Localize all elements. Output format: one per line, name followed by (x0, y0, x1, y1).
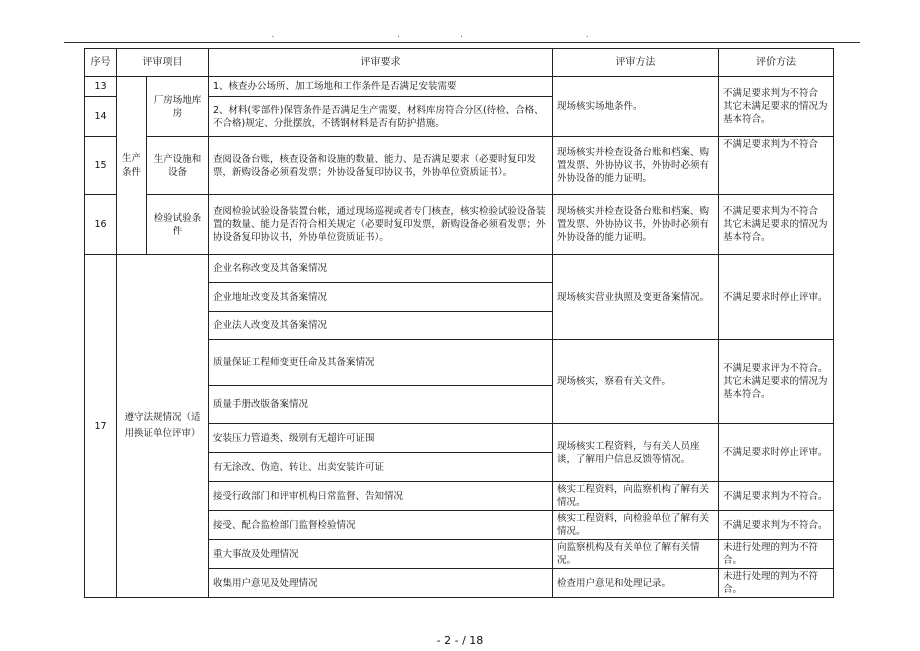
method-cell: 现场核实并检查设备台账和档案、购置发票、外协协议书，外协时必须有外协设备的能力证明。 (553, 137, 719, 195)
evaluation-cell: 不满足要求判为不符合 (719, 137, 834, 195)
requirement-cell: 2、材料(零部件)保管条件是否满足生产需要，材料库房符合分区(待检、合格、不合格)规定、分批摆放，不锈钢材料是否有防护措施。 (209, 97, 553, 137)
page-number: - 2 - / 18 (436, 634, 484, 647)
evaluation-cell: 不满足要求评为不符合。 其它未满足要求的情况为基本符合。 (719, 340, 834, 424)
evaluation-cell: 不满足要求判为不符合。 (719, 511, 834, 540)
requirement-cell: 1、核查办公场所、加工场地和工作条件是否满足安装需要 (209, 77, 553, 97)
row-seq: 14 (85, 97, 117, 137)
method-cell: 现场核实工程资料，与有关人员座谈，了解用户信息反馈等情况。 (553, 424, 719, 482)
method-cell: 现场核实并检查设备台账和档案、购置发票、外协协议书，外协时必须有外协设备的能力证明。 (553, 195, 719, 255)
table-row (85, 195, 834, 255)
requirement-cell: 接受行政部门和评审机构日常监督、告知情况 (209, 482, 553, 511)
table-row (85, 255, 834, 283)
evaluation-cell: 不满足要求时停止评审。 (719, 255, 834, 340)
category-production: 生产条件 (117, 77, 147, 255)
requirement-cell: 企业地址改变及其备案情况 (209, 283, 553, 312)
header-method: 评审方法 (553, 49, 719, 77)
evaluation-cell: 不满足要求判为不符合 其它未满足要求的情况为基本符合。 (719, 195, 834, 255)
header-rule (64, 42, 860, 43)
requirement-cell: 企业法人改变及其备案情况 (209, 312, 553, 340)
page-header-marks: . .. . (271, 30, 649, 40)
requirement-cell: 质量保证工程师变更任命及其备案情况 (209, 340, 553, 386)
sub-item: 检验试验条件 (147, 195, 209, 255)
row-seq: 13 (85, 77, 117, 97)
evaluation-cell: 未进行处理的判为不符合。 (719, 540, 834, 569)
method-cell: 现场核实场地条件。 (553, 77, 719, 137)
method-cell: 核实工程资料，向监察机构了解有关情况。 (553, 482, 719, 511)
requirement-cell: 质量手册改版备案情况 (209, 386, 553, 424)
requirement-cell: 收集用户意见及处理情况 (209, 569, 553, 598)
requirement-cell: 安装压力管道类、级别有无超许可证围 (209, 424, 553, 453)
header-seq: 序号 (85, 49, 117, 77)
row-seq: 15 (85, 137, 117, 195)
method-cell: 现场核实，察看有关文件。 (553, 340, 719, 424)
evaluation-cell: 不满足要求时停止评审。 (719, 424, 834, 482)
method-cell: 检查用户意见和处理记录。 (553, 569, 719, 598)
requirement-cell: 企业名称改变及其备案情况 (209, 255, 553, 283)
method-cell: 向监察机构及有关单位了解有关情况。 (553, 540, 719, 569)
header-item: 评审项目 (117, 49, 209, 77)
requirement-cell: 重大事故及处理情况 (209, 540, 553, 569)
row-seq: 17 (85, 255, 117, 598)
sub-item: 生产设施和设备 (147, 137, 209, 195)
evaluation-cell: 不满足要求判为不符合 其它未满足要求的情况为基本符合。 (719, 77, 834, 137)
review-table (84, 48, 834, 598)
row-seq: 16 (85, 195, 117, 255)
evaluation-cell: 未进行处理的判为不符合。 (719, 569, 834, 598)
requirement-cell: 接受、配合监检部门监督检验情况 (209, 511, 553, 540)
method-cell: 现场核实营业执照及变更备案情况。 (553, 255, 719, 340)
table-header-row (85, 49, 834, 77)
table-row (85, 77, 834, 97)
category-compliance: 遵守法规情况（适用换证单位评审） (117, 255, 209, 598)
table-row (85, 137, 834, 195)
requirement-cell: 查阅检验试验设备装置台帐，通过现场巡视或者专门核查，核实检验试验设备装置的数量、能力是否符合相关规定（必要时复印发票，新购设备必须看发票；外协设备复印协议书，外协单位资质证书）。 (209, 195, 553, 255)
header-requirement: 评审要求 (209, 49, 553, 77)
method-cell: 核实工程资料，向检验单位了解有关情况。 (553, 511, 719, 540)
header-evaluation: 评价方法 (719, 49, 834, 77)
requirement-cell: 查阅设备台账，核查设备和设施的数量、能力、是否满足要求（必要时复印发票，新购设备必须看发票；外协设备复印协议书，外协单位资质证书）。 (209, 137, 553, 195)
evaluation-cell: 不满足要求判为不符合。 (719, 482, 834, 511)
sub-item: 厂房场地库房 (147, 77, 209, 137)
requirement-cell: 有无涂改、伪造、转让、出卖安装许可证 (209, 453, 553, 482)
